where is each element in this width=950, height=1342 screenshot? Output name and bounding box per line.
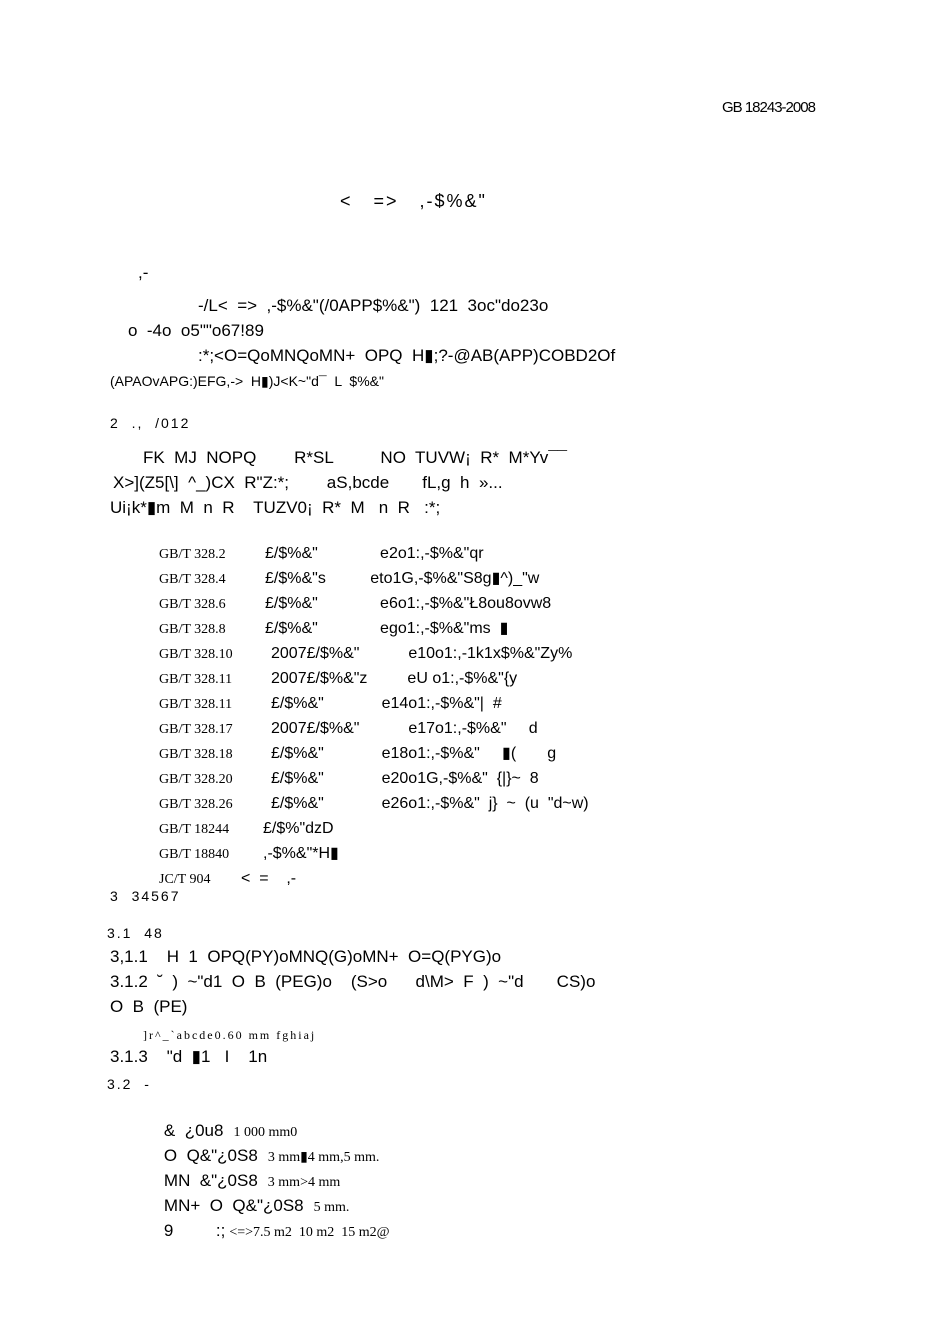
reference-title: £/$%&" e14o1:,-$%&"| # [271, 695, 502, 712]
section-2-intro-line-2: X>](Z5[\] ^_)CX R"Z:*; aS,bcde fL,g h »... [113, 473, 503, 492]
section-1-paragraph-1-line-2: o -4o o5""o67!89 [128, 321, 264, 340]
reference-title: £/$%&"s eto1G,-$%&"S8g▮^)_"w [265, 570, 540, 587]
reference-title: £/$%&" e18o1:,-$%&" ▮( g [271, 745, 557, 762]
spec-value: 1 000 mm0 [233, 1125, 298, 1140]
section-2-intro-line-3: Ui¡k*▮m M n R TUZV0¡ R* M n R :*; [110, 498, 441, 517]
item-3-1-3: 3.1.3 "d ▮1 I 1n [110, 1047, 268, 1066]
reference-code: GB/T 328.11 [159, 697, 233, 712]
reference-title: £/$%&" ego1:,-$%&"ms ▮ [265, 620, 509, 637]
spec-label: MN &"¿0S8 [163, 1171, 258, 1190]
reference-code: GB/T 328.20 [159, 772, 233, 787]
standard-code: GB 18243-2008 [722, 99, 815, 116]
spec-label: 9 :; [163, 1221, 226, 1240]
reference-title: £/$%&" e6o1:,-$%&"Ł8ou8ovw8 [265, 595, 552, 612]
section-2-intro-line-1: FK MJ NOPQ R*SL NO TUVW¡ R* M*Yv¯¯ [143, 448, 567, 467]
item-3-1-1: 3,1.1 H 1 OPQ(PY)oMNQ(G)oMN+ O=Q(PYG)o [110, 947, 502, 966]
item-3-1-2-line-1: 3.1.2 ˘ ) ~"d1 O B (PEG)o (S>o d\M> F ) ~"d CS)o [110, 972, 596, 991]
section-3-heading: 3 34567 [110, 888, 181, 904]
reference-title: ,-$%&"*H▮ [263, 845, 339, 862]
section-1-heading: ,- [138, 263, 149, 282]
section-2-heading: 2 ., /012 [110, 415, 191, 431]
reference-code: GB/T 328.11 [159, 672, 233, 687]
reference-code: JC/T 904 [159, 872, 211, 887]
spec-value: 3 mm>4 mm [267, 1175, 341, 1190]
reference-code: GB/T 328.17 [159, 722, 233, 737]
note-thickness: ]r^_`abcde0.60 mm fghiaj [143, 1028, 317, 1042]
item-3-1-2-line-2: O B (PE) [110, 997, 188, 1016]
spec-label: MN+ O Q&"¿0S8 [163, 1196, 304, 1215]
section-1-paragraph-2-line-2: (APAOvAPG:)EFG,-> H▮)J<K~"d¯ L $%&" [110, 373, 384, 389]
reference-code: GB/T 328.26 [159, 797, 233, 812]
reference-code: GB/T 328.4 [159, 572, 226, 587]
reference-title: 2007£/$%&" e17o1:,-$%&" d [271, 720, 538, 737]
reference-code: GB/T 328.2 [159, 547, 226, 562]
reference-code: GB/T 18840 [159, 847, 230, 862]
reference-code: GB/T 328.10 [159, 647, 233, 662]
reference-title: £/$%&" e2o1:,-$%&"qr [265, 545, 484, 562]
reference-code: GB/T 328.8 [159, 622, 226, 637]
reference-title: < = ,- [241, 870, 297, 887]
spec-row [145, 1198, 390, 1266]
section-1-paragraph-1-line-1: -/L< => ,-$%&"(/0APP$%&") 121 3oc"do23o [198, 296, 549, 315]
reference-title: £/$%&" e26o1:,-$%&" j} ~ (u "d~w) [271, 795, 589, 812]
reference-title: £/$%&" e20o1G,-$%&" {|}~ 8 [271, 770, 539, 787]
reference-code: GB/T 328.18 [159, 747, 233, 762]
subsection-3-1-heading: 3.1 48 [107, 925, 164, 941]
spec-label: & ¿0u8 [163, 1121, 224, 1140]
document-title: < => ,-$%&" [340, 191, 487, 211]
section-1-paragraph-2-line-1: :*;<O=QoMNQoMN+ OPQ H▮;?-@AB(APP)COBD2Of [198, 346, 616, 365]
reference-code: GB/T 18244 [159, 822, 230, 837]
reference-title: 2007£/$%&" e10o1:,-1k1x$%&"Zy% [271, 645, 573, 662]
reference-title: 2007£/$%&"z eU o1:,-$%&"{y [271, 670, 518, 687]
spec-value: 5 mm. [313, 1200, 350, 1215]
spec-value: <=>7.5 m2 10 m2 15 m2@ [229, 1225, 390, 1240]
spec-value: 3 mm▮4 mm,5 mm. [267, 1150, 380, 1165]
spec-label: O Q&"¿0S8 [163, 1146, 258, 1165]
subsection-3-2-heading: 3.2 - [107, 1076, 151, 1092]
reference-code: GB/T 328.6 [159, 597, 226, 612]
reference-title: £/$%"dzD [263, 820, 334, 837]
